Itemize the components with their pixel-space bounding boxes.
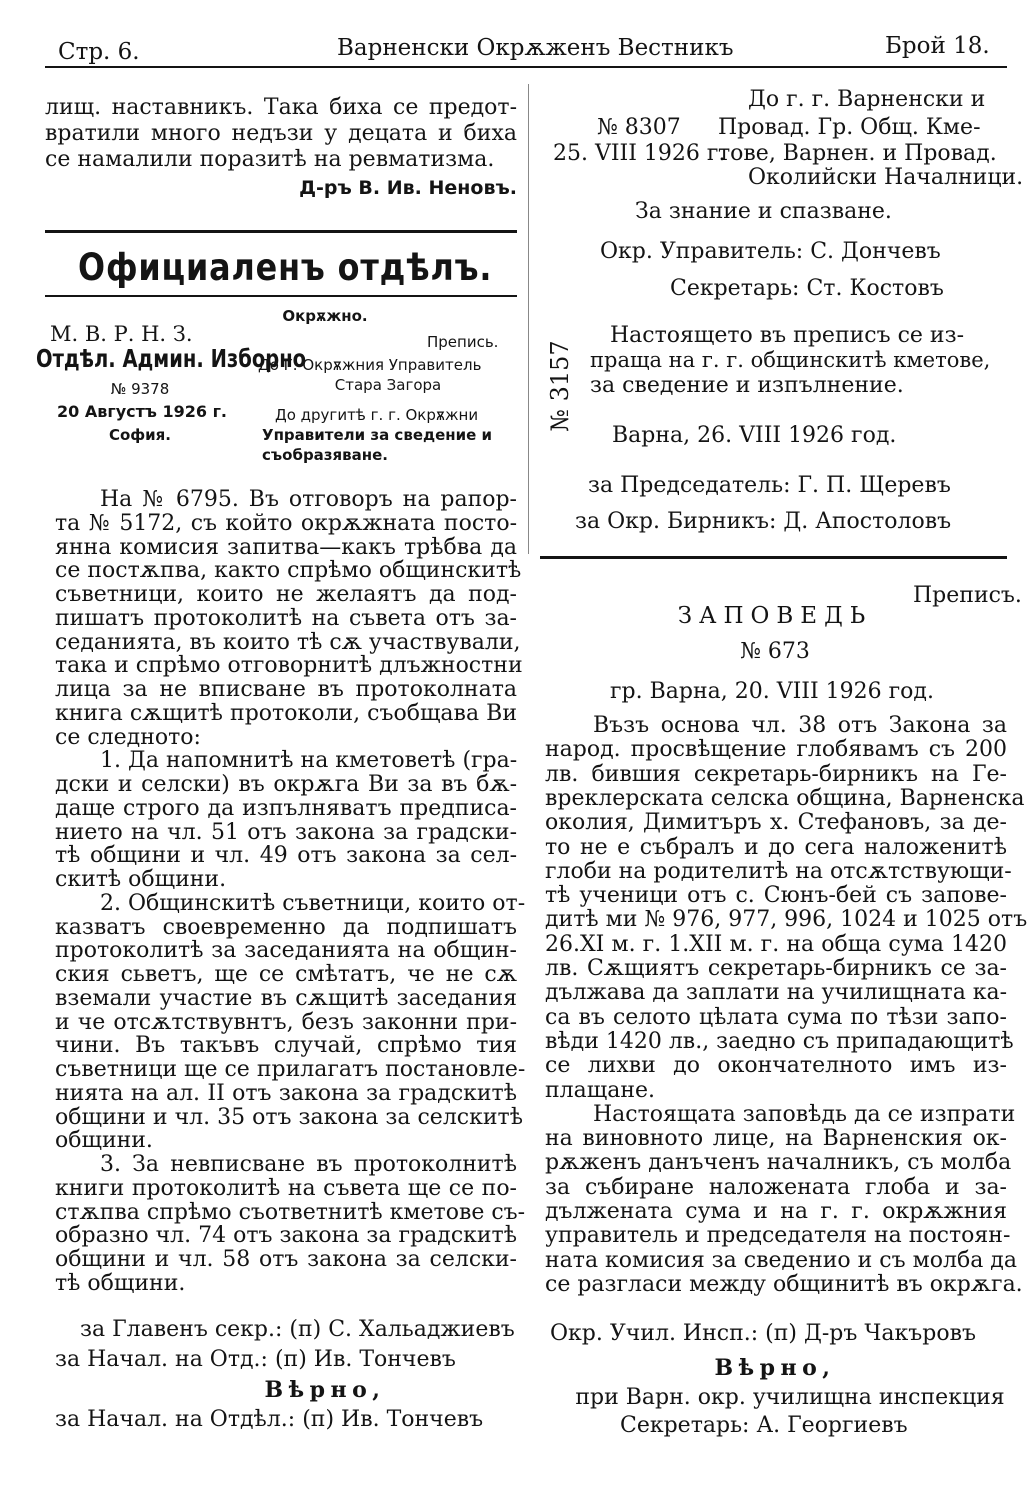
- text-line: то не е събралъ и до сега наложенитѣ: [545, 834, 1007, 860]
- intro-line: лищ. наставникъ. Така биха се предот-: [45, 95, 517, 120]
- order-verified-label: Вѣрно,: [714, 1355, 836, 1381]
- intro-line: се намалили поразитѣ на ревматизма.: [45, 147, 495, 172]
- text-line: на виновното лице, на Варненския ок-: [545, 1126, 1007, 1152]
- order-copy-label: Преписъ.: [913, 583, 1022, 608]
- text-line: 26.XI м. г. 1.XII м. г. на обща сума 1420: [545, 931, 1007, 957]
- text-line: общини и чл. 35 отъ закона за селскитѣ: [55, 1104, 523, 1130]
- order-title: ЗАПОВЕДЬ: [677, 603, 873, 629]
- secretary-signature: Секретарь: Ст. Костовъ: [670, 276, 944, 301]
- text-line: протоколитѣ за заседанията на общин-: [55, 938, 517, 964]
- memo-addressee: До другитѣ г. г. Окрѫжни: [275, 406, 479, 424]
- text-line: образно чл. 74 отъ закона за градскитѣ: [55, 1223, 517, 1249]
- text-line: даще строго да изпълняватъ предписа-: [55, 795, 517, 821]
- text-line: Възъ основа чл. 38 отъ Закона за: [593, 713, 1007, 738]
- text-line: книги протоколитѣ на съвета ще се по-: [55, 1175, 517, 1201]
- memo-addressee: Стара Загора: [334, 376, 442, 394]
- intro-signature: Д-ръ В. Ив. Неновъ.: [299, 177, 517, 199]
- newspaper-title: Варненски Окрѫженъ Вестникъ: [337, 35, 734, 61]
- memo-ministry: М. В. Р. Н. З.: [50, 322, 193, 346]
- text-line: дски и селски) въ окрѫга Ви за въ бѫ-: [55, 772, 517, 797]
- text-line: вземали участие въ сѫщитѣ заседания: [55, 985, 517, 1011]
- text-line: лв. Сѫщиятъ секретарь-бирникъ се за-: [545, 956, 1007, 981]
- text-line: нието на чл. 51 отъ закона за градски-: [55, 819, 517, 845]
- text-line: пишатъ протоколитѣ на съвета отъ за-: [55, 605, 517, 631]
- stamp-number: № 3157: [546, 340, 574, 432]
- text-line: и че отсѫтствувнтъ, безъ законни при-: [55, 1009, 517, 1035]
- memo-addressee: Управители за сведение и: [262, 426, 493, 444]
- text-line: тѣ общини и чл. 49 отъ закона за сел-: [55, 843, 517, 869]
- memo-department: Отдѣл. Админ. Изборно: [36, 344, 307, 373]
- governor-signature: Окр. Управитель: С. Дончевъ: [600, 239, 941, 264]
- text-line: съветници, които не желаятъ да под-: [55, 582, 517, 607]
- memo-addressee: До Г. Окрѫжния Управитель: [258, 356, 482, 374]
- text-line: Настоящата заповѣдь да се изпрати: [593, 1101, 1016, 1127]
- page-number: Стр. 6.: [58, 39, 140, 65]
- copy-text-line: праща на г. г. общинскитѣ кметове,: [590, 348, 991, 372]
- addr-line: Провад. Гр. Общ. Кме-: [718, 115, 981, 140]
- order-inspection: при Варн. окр. училищна инспекция: [575, 1385, 1005, 1410]
- text-line: 2. Общинскитѣ съветници, които от-: [100, 890, 526, 916]
- text-line: та № 5172, съ който окрѫжната посто-: [55, 510, 517, 536]
- text-line: 3. За невписване въ протоколнитѣ: [100, 1152, 517, 1177]
- section-rule-bottom: [45, 295, 517, 297]
- text-line: На № 6795. Въ отговоръ на рапор-: [100, 487, 517, 512]
- addr-number: № 8307: [597, 115, 681, 140]
- text-line: седанията, въ които тѣ сѫ участвували,: [55, 629, 521, 655]
- text-line: дължената сума и на г. г. окрѫжния: [545, 1199, 1007, 1224]
- column-divider: [528, 84, 529, 554]
- text-line: тѣ общини.: [55, 1270, 186, 1296]
- text-line: скитѣ общини.: [55, 867, 227, 892]
- right-section-rule: [540, 556, 1007, 559]
- intro-line: вратили много недъзи у децата и биха: [45, 121, 517, 146]
- memo-date: 20 Августъ 1926 г.: [56, 402, 228, 421]
- text-line: стѫпва спрѣмо съответнитѣ кметове съ-: [55, 1199, 526, 1225]
- text-line: ната комисия за сведенио и съ молба да: [545, 1247, 1017, 1273]
- header-rule: [45, 66, 1007, 68]
- text-line: са въ селото цѣлата сума по тѣзи запо-: [545, 1004, 1007, 1030]
- text-line: казватъ своевременно да подпишатъ: [55, 914, 517, 940]
- text-line: общини.: [55, 1128, 153, 1154]
- addr-date: 25. VIII 1926 г.: [553, 141, 726, 166]
- text-line: тѣ ученици отъ с. Сюнъ-бей съ запове-: [545, 883, 1007, 909]
- text-line: дитѣ ми № 976, 977, 996, 1024 и 1025 отъ: [545, 907, 1028, 933]
- text-line: се лихви до окончателното имъ из-: [545, 1053, 1007, 1079]
- copy-text-line: за сведение и изпълнение.: [590, 373, 904, 398]
- memo-number: № 9378: [110, 380, 170, 398]
- text-line: народ. просвѣщение глобявамъ съ 200: [545, 737, 1007, 763]
- text-line: общини и чл. 58 отъ закона за селски-: [55, 1247, 517, 1272]
- memo-circular: Окрѫжно.: [282, 307, 368, 325]
- signature-line: за Начал. на Отд.: (п) Ив. Тончевъ: [55, 1347, 456, 1372]
- text-line: янна комисия запитва—какъ трѣбва да: [55, 534, 517, 560]
- order-number: № 673: [740, 639, 810, 664]
- text-line: вреклерската селска община, Варненска: [545, 785, 1025, 811]
- text-line: се следното:: [55, 724, 201, 750]
- text-line: се постѫпва, както спрѣмо общинскитѣ: [55, 558, 522, 584]
- addr-line: Околийски Началници.: [748, 165, 1024, 190]
- biro-signature: за Окр. Бирникъ: Д. Апостоловъ: [575, 509, 952, 534]
- addr-line: До г. г. Варненски и: [748, 87, 986, 112]
- memo-addressee: съобразяване.: [262, 446, 388, 464]
- copy-text-line: Настоящето въ преписъ се из-: [610, 323, 965, 348]
- order-secretary: Секретарь: А. Георгиевъ: [620, 1413, 908, 1438]
- place-date: Варна, 26. VIII 1926 год.: [612, 423, 897, 448]
- text-line: съветници ще се прилагатъ постановле-: [55, 1057, 526, 1082]
- text-line: 1. Да напомнитѣ на кметоветѣ (гра-: [100, 748, 518, 774]
- text-line: управитель и председателя на постоян-: [545, 1223, 1011, 1249]
- order-date: гр. Варна, 20. VIII 1926 год.: [610, 679, 934, 704]
- verified-label: Вѣрно,: [264, 1377, 386, 1403]
- section-title: Официаленъ отдѣлъ.: [78, 246, 493, 289]
- text-line: ския сьветъ, ще се смѣтатъ, че не сѫ: [55, 962, 517, 987]
- text-line: книга сѫщитѣ протоколи, съобщава Ви: [55, 700, 517, 726]
- chair-signature: за Председатель: Г. П. Щеревъ: [588, 473, 951, 498]
- text-line: нията на ал. II отъ закона за градскитѣ: [55, 1080, 517, 1106]
- section-rule-top: [45, 230, 517, 233]
- text-line: така и спрѣмо отговорнитѣ длъжностни: [55, 653, 523, 679]
- text-line: за събиране наложената глоба и за-: [545, 1174, 1007, 1200]
- memo-copy-label: Препись.: [427, 333, 499, 351]
- text-line: плащане.: [545, 1077, 655, 1103]
- text-line: чини. Въ такъвъ случай, спрѣмо тия: [55, 1033, 517, 1059]
- text-line: околия, Димитъръ х. Стефановъ, за де-: [545, 810, 1007, 836]
- text-line: рѫженъ данъченъ началникъ, съ молба: [545, 1150, 1012, 1176]
- signature-line: за Главенъ секр.: (п) С. Хальаджиевъ: [80, 1317, 515, 1342]
- text-line: вѣди 1420 лв., заедно съ припадающитѣ: [545, 1028, 1014, 1054]
- inspector-signature: Окр. Учил. Инсп.: (п) Д-ръ Чакъровъ: [550, 1321, 976, 1346]
- text-line: лица за не вписване въ протоколната: [55, 677, 517, 702]
- text-line: се разгласи между общинитѣ въ окрѫга.: [545, 1271, 1023, 1297]
- text-line: дължава да заплати на училищната ка-: [545, 980, 1008, 1006]
- memo-city: София.: [108, 426, 172, 444]
- issue-number: Брой 18.: [885, 33, 990, 59]
- signature-line: за Начал. на Отдѣл.: (п) Ив. Тончевъ: [55, 1407, 484, 1432]
- note-line: За знание и спазване.: [635, 199, 892, 224]
- addr-line: тове, Варнен. и Провад.: [718, 141, 997, 166]
- text-line: лв. бившия секретарь-бирникъ на Ге-: [545, 761, 1007, 787]
- text-line: глоби на родителитѣ на отсѫтствующи-: [545, 858, 1012, 884]
